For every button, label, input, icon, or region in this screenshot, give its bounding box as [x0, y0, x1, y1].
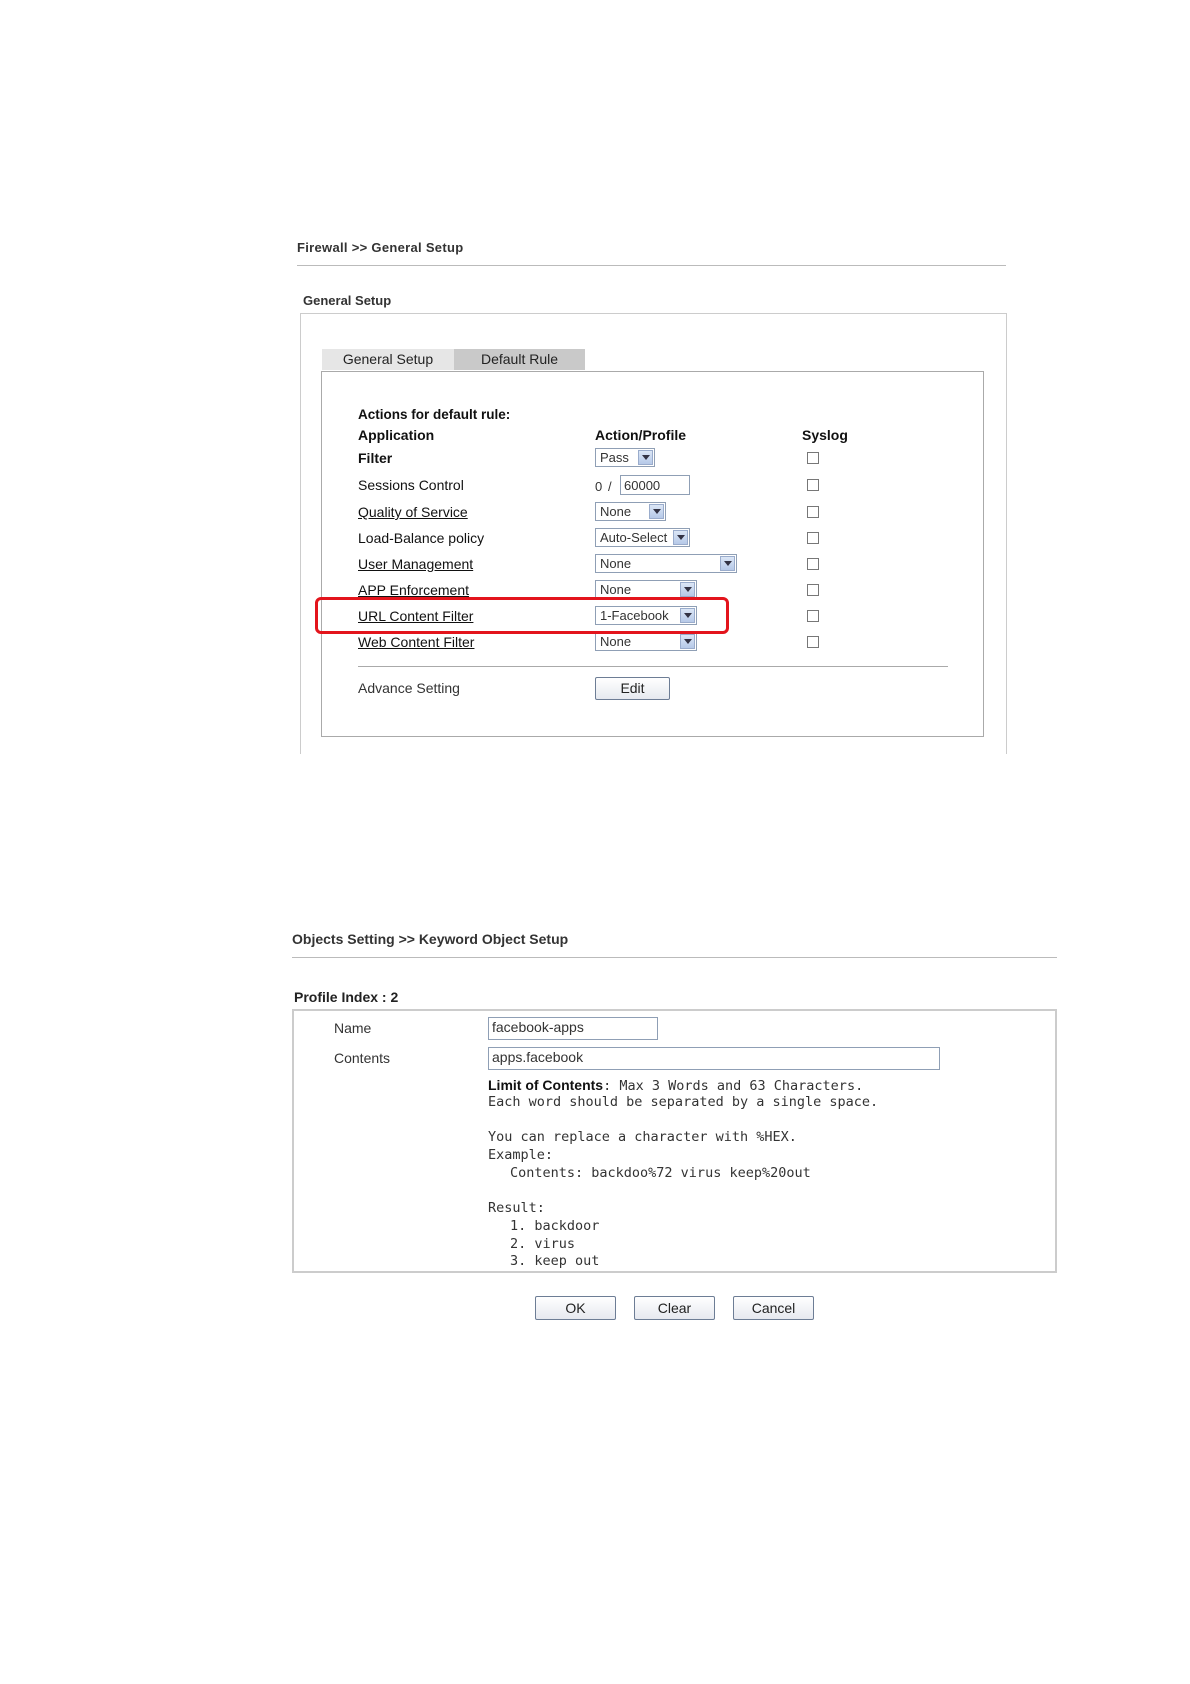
page-title-keyword-object: Objects Setting >> Keyword Object Setup	[292, 931, 569, 947]
url-content-filter-select-value: 1-Facebook	[600, 608, 669, 623]
syslog-checkbox-url-content-filter[interactable]	[807, 610, 819, 622]
actions-title: Actions for default rule:	[358, 407, 511, 422]
result-item: 3. keep out	[510, 1253, 600, 1269]
header-application: Application	[358, 427, 435, 443]
syslog-checkbox-load-balance[interactable]	[807, 532, 819, 544]
web-content-filter-select-value: None	[600, 634, 632, 649]
link-url-content-filter[interactable]: URL Content Filter	[358, 608, 474, 624]
syslog-checkbox-user-management[interactable]	[807, 558, 819, 570]
user-management-select[interactable]	[595, 554, 737, 573]
limit-of-contents-text: : Max 3 Words and 63 Characters.	[603, 1078, 864, 1094]
cancel-button[interactable]: Cancel	[733, 1296, 814, 1320]
ok-button[interactable]: OK	[535, 1296, 616, 1320]
limit-of-contents-note	[488, 1077, 863, 1094]
header-action-profile: Action/Profile	[595, 427, 687, 443]
example-label: Example:	[488, 1147, 554, 1163]
link-app-enforcement[interactable]: APP Enforcement	[358, 582, 470, 598]
load-balance-select[interactable]	[595, 528, 690, 547]
tab-default-rule[interactable]: Default Rule	[454, 349, 585, 370]
profile-index: Profile Index : 2	[294, 989, 399, 1005]
filter-select[interactable]	[595, 448, 655, 467]
page-title-firewall: Firewall >> General Setup	[297, 240, 464, 255]
edit-button[interactable]: Edit	[595, 677, 670, 700]
section-label: General Setup	[303, 293, 392, 308]
result-item: 1. backdoor	[510, 1218, 600, 1234]
title-divider	[292, 957, 1057, 958]
link-web-content-filter[interactable]: Web Content Filter	[358, 634, 475, 650]
link-quality-of-service[interactable]: Quality of Service	[358, 504, 468, 520]
chevron-down-icon	[680, 582, 695, 597]
label-sessions-control: Sessions Control	[358, 477, 464, 493]
syslog-checkbox-sessions[interactable]	[807, 479, 819, 491]
contents-input[interactable]: apps.facebook	[488, 1047, 940, 1070]
qos-select[interactable]	[595, 502, 666, 521]
app-enforcement-select-value: None	[600, 582, 632, 597]
sessions-current: 0	[595, 479, 603, 494]
label-filter: Filter	[358, 450, 393, 466]
label-advance-setting: Advance Setting	[358, 680, 460, 696]
label-contents: Contents	[334, 1050, 391, 1066]
syslog-checkbox-app-enforcement[interactable]	[807, 584, 819, 596]
qos-select-value: None	[600, 504, 632, 519]
result-label: Result:	[488, 1200, 545, 1216]
label-name: Name	[334, 1020, 372, 1036]
sessions-slash: /	[608, 479, 612, 494]
title-divider	[297, 265, 1006, 266]
syslog-checkbox-qos[interactable]	[807, 506, 819, 518]
chevron-down-icon	[638, 450, 653, 465]
user-management-select-value: None	[600, 556, 632, 571]
chevron-down-icon	[673, 530, 688, 545]
limit-of-contents-label: Limit of Contents	[488, 1077, 604, 1093]
syslog-checkbox-web-content-filter[interactable]	[807, 636, 819, 648]
example-line: Contents: backdoo%72 virus keep%20out	[510, 1165, 811, 1181]
separator-note: Each word should be separated by a single space.	[488, 1094, 879, 1110]
web-content-filter-select[interactable]	[595, 632, 697, 651]
chevron-down-icon	[720, 556, 735, 571]
url-filter-highlight-box	[315, 597, 729, 634]
advance-divider	[358, 666, 948, 667]
link-user-management[interactable]: User Management	[358, 556, 474, 572]
result-item: 2. virus	[510, 1236, 576, 1252]
syslog-checkbox-filter[interactable]	[807, 452, 819, 464]
chevron-down-icon	[649, 504, 664, 519]
sessions-max-input[interactable]: 60000	[620, 475, 690, 495]
tab-general-setup[interactable]: General Setup	[322, 349, 454, 370]
label-load-balance: Load-Balance policy	[358, 530, 485, 546]
header-syslog: Syslog	[802, 427, 848, 443]
hex-note: You can replace a character with %HEX.	[488, 1129, 797, 1145]
filter-select-value: Pass	[600, 450, 629, 465]
name-input[interactable]: facebook-apps	[488, 1017, 658, 1040]
chevron-down-icon	[680, 634, 695, 649]
load-balance-select-value: Auto-Select	[600, 530, 668, 545]
clear-button[interactable]: Clear	[634, 1296, 715, 1320]
